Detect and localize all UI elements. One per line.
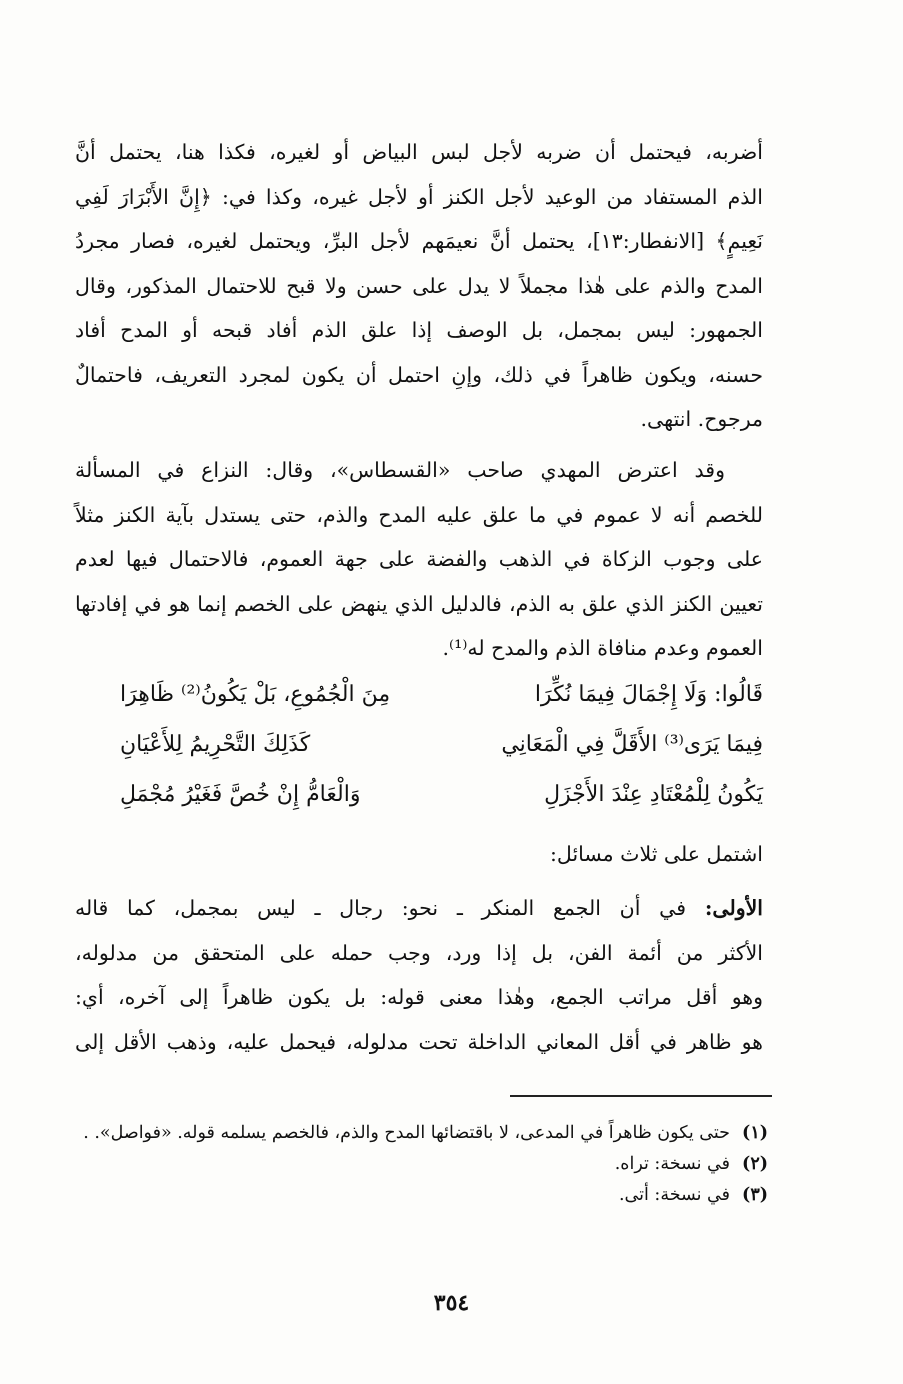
- footnote-separator: [510, 1095, 772, 1097]
- text-line: تعيين الكنز الذي علق به الذم، فالدليل الذي ينهض على الخصم إنما هو في إفادتها: [75, 591, 763, 616]
- footnotes: [82, 1118, 768, 1211]
- footnote-number: (٢): [742, 1154, 768, 1174]
- text-line: للخصم أنه لا عموم في ما علق عليه المدح والذم، حتى يستدل بآية الكنز مثلاً: [75, 502, 763, 527]
- paragraph-2: [75, 448, 763, 671]
- text-line: [75, 886, 763, 931]
- text-line: وهو أقل مراتب الجمع، وهٰذا معنى قوله: بل يكون ظاهراً إلى آخره، أي:: [75, 985, 763, 1009]
- text-line: الأكثر من أئمة الفن، بل إذا ورد، وجب حمله على المتحقق من مدلوله،: [75, 940, 763, 965]
- footnote-text: حتى يكون ظاهراً في المدعى، لا باقتضائها المدح والذم، فالخصم يسلمه قوله. «فواصل». .: [83, 1123, 730, 1143]
- text-line: مرجوح. انتهى.: [640, 407, 763, 431]
- issue-heading: الأولى:: [704, 896, 763, 920]
- text-line: نَعِيمٍ﴾ [الانفطار:١٣]، يحتمل أنَّ نعيمَهم لأجل البرِّ، ويحتمل لغيره، فصار مجردُ: [75, 229, 763, 253]
- verse-second-hemistich: مِنَ الْجُمُوعِ، بَلْ يَكُونُ⁽²⁾ ظَاهِرَا: [120, 682, 391, 707]
- footnote: [82, 1149, 768, 1180]
- text-line: هو ظاهر في أقل المعاني الداخلة تحت مدلوله، فيحمل عليه، وذهب الأقل إلى: [75, 1029, 763, 1054]
- verse-row: [120, 670, 763, 720]
- text-line: على وجوب الزكاة في الذهب والفضة على جهة العموم، فالاحتمال فيها لعدم: [75, 547, 763, 571]
- verse-row: [120, 720, 763, 770]
- footnote-text: في نسخة: تراه.: [614, 1154, 730, 1174]
- footnote-number: (٣): [742, 1185, 768, 1205]
- section-statement: اشتمل على ثلاث مسائل:: [550, 842, 763, 866]
- verse-first-hemistich: يَكُونُ لِلْمُعْتَادِ عِنْدَ الأَجْزَلِ: [544, 782, 763, 807]
- verse-second-hemistich: وَالْعَامُّ إِنْ خُصَّ فَغَيْرُ مُجْمَلِ: [120, 782, 361, 807]
- text-line: حسنه، ويكون ظاهراً في ذلك، وإنِ احتمل أن يكون لمجرد التعريف، فاحتمالٌ: [75, 362, 763, 387]
- text-line: أضربه، فيحتمل أن ضربه لأجل لبس البياض أو لغيره، فكذا هنا، يحتمل أنَّ: [75, 140, 763, 164]
- verse-row: [120, 770, 763, 820]
- footnote-number: (١): [742, 1123, 768, 1143]
- text-line: وقد اعترض المهدي صاحب «القسطاس»، وقال: النزاع في المسألة: [75, 458, 725, 482]
- paragraph-1: [75, 130, 763, 442]
- paragraph-3: [75, 886, 763, 1064]
- footnote: [82, 1118, 768, 1149]
- poem-verses: [120, 670, 763, 820]
- verse-second-hemistich: كَذَلِكَ التَّحْرِيمُ لِلأَعْيَانِ: [120, 732, 311, 757]
- verse-first-hemistich: قَالُوا: وَلَا إِجْمَالَ فِيمَا نُكِّرَا: [534, 682, 763, 707]
- page-number: ٣٥٤: [433, 1290, 470, 1316]
- text-span: في أن الجمع المنكر ـ نحو: رجال ـ ليس بمجمل، كما قاله: [75, 896, 687, 920]
- footnote: [82, 1180, 768, 1211]
- verse-first-hemistich: فِيمَا يَرَى⁽³⁾ الأَقَلَّ فِي الْمَعَانِي: [501, 732, 763, 757]
- text-line: المدح والذم على هٰذا مجملاً لا يدل على حسن ولا قبح للاحتمال المذكور، وقال: [75, 273, 763, 298]
- text-line: الجمهور: ليس بمجمل، بل الوصف إذا علق الذم أفاد قبحه أو المدح أفاد: [75, 318, 763, 342]
- text-line: الذم المستفاد من الوعيد لأجل الكنز أو لأجل غيره، وكذا في: ﴿إِنَّ الأَبْرَارَ لَفِي: [75, 184, 763, 209]
- text-line: العموم وعدم منافاة الذم والمدح له⁽¹⁾.: [442, 636, 763, 660]
- footnote-text: في نسخة: أتى.: [618, 1185, 730, 1205]
